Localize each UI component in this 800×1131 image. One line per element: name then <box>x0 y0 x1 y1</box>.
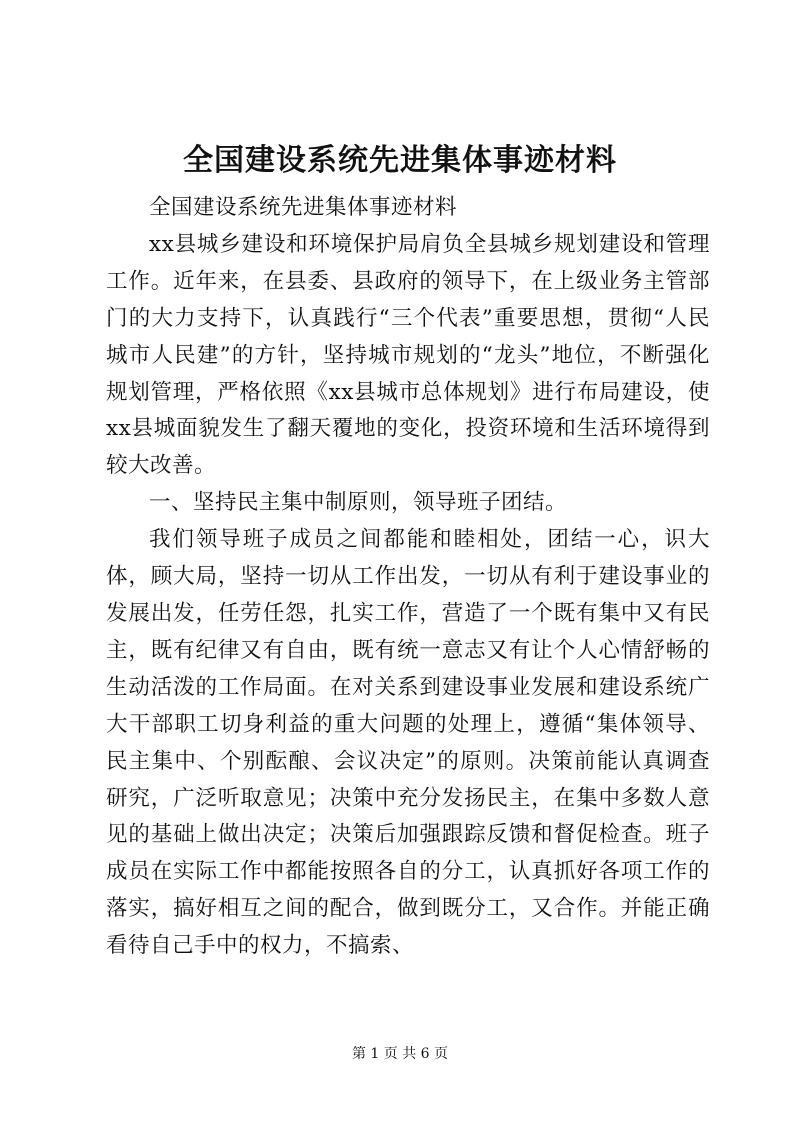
section-heading: 一、坚持民主集中制原则，领导班子团结。 <box>149 490 568 516</box>
subtitle-paragraph: 全国建设系统先进集体事迹材料 <box>149 195 458 220</box>
document-title: 全国建设系统先进集体事迹材料 <box>183 143 617 178</box>
page-footer: 第 1 页 共 6 页 <box>351 1046 449 1062</box>
intro-paragraph: xx县城乡建设和环境保护局肩负全县城乡规划建设和管理工作。近年来，在县委、县政府的领导下，在上级业务主管部门的大力支持下，认真践行“三个代表”重要思想，贯彻“人民城市人民建”的方针，坚持城市规划的“龙头”地位，不断强化规划管理，严格依照《xx县城市总体规划》进行布局建设，使xx县城面貌发生了翻天覆地的变化，投资环境和生活环境得到较大改善。 <box>106 231 710 479</box>
body-paragraph: 我们领导班子成员之间都能和睦相处，团结一心，识大体，顾大局，坚持一切从工作出发，一切从有利于建设事业的发展出发，任劳任怨，扎实工作，营造了一个既有集中又有民主，既有纪律又有自由，既有统一意志又有让个人心情舒畅的生动活泼的工作局面。在对关系到建设事业发展和建设系统广大干部职工切身利益的重大问题的处理上，遵循“集体领导、民主集中、个别酝酿、会议决定”的原则。决策前能认真调查研究，广泛听取意见；决策中充分发扬民主，在集中多数人意见的基础上做出决定；决策后加强跟踪反馈和督促检查。班子成员在实际工作中都能按照各自的分工，认真抓好各项工作的落实，搞好相互之间的配合，做到既分工，又合作。并能正确看待自己手中的权力，不搞索、 <box>106 527 710 959</box>
document-body <box>106 190 710 965</box>
